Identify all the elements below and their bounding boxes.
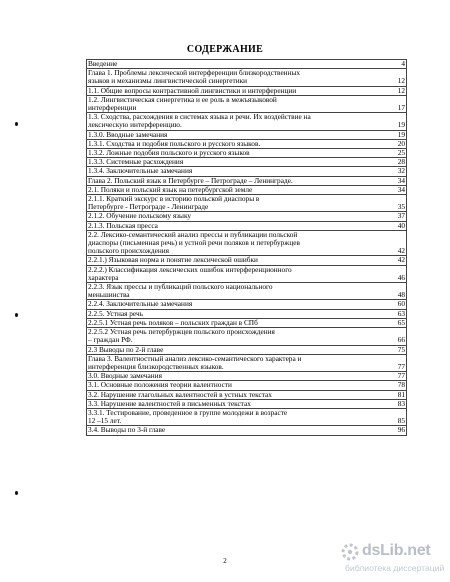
watermark-site-name: dsLib.net — [362, 542, 431, 559]
toc-page-number: 78 — [397, 381, 405, 390]
toc-entry-text: 3.4. Выводы по 3-й главе — [88, 426, 166, 435]
margin-mark-bottom — [15, 491, 18, 495]
dslib-watermark — [340, 542, 448, 580]
page-title: СОДЕРЖАНИЕ — [186, 44, 264, 55]
toc-entry — [87, 355, 406, 372]
toc-entry-text: 2.2.4. Заключительные замечания — [88, 300, 193, 309]
toc-entry-text: Глава 2. Польский язык в Петербурге – Петрограде – Ленинграде. — [88, 176, 293, 185]
toc-page-number: 75 — [397, 345, 405, 354]
page-number: 2 — [223, 557, 227, 565]
toc-entry — [87, 222, 406, 231]
toc-page-number: 48 — [397, 290, 405, 300]
toc-page-number: 60 — [397, 300, 405, 309]
toc-entry-text: 2.1. Поляки и польский язык на петербургской земле — [88, 185, 253, 194]
toc-entry-text: 12 –15 лет. — [88, 417, 122, 426]
toc-page-number: 19 — [397, 120, 405, 130]
toc-entry-text: 2.2.5.2 Устная речь петербуржцев польского происхождения — [88, 328, 275, 337]
toc-entry — [87, 346, 406, 355]
toc-page-number: 96 — [397, 426, 405, 435]
toc-entry-text: 1.2. Лингвистическая синергетика и ее роль в межъязыковой — [88, 95, 277, 104]
toc-entry-text: Введение — [88, 60, 118, 68]
toc-page-number: 63 — [397, 309, 405, 318]
toc-page-number: 77 — [397, 372, 405, 381]
toc-entry-text: меньшинства — [88, 291, 130, 300]
toc-page-number: 28 — [397, 158, 405, 167]
toc-entry — [87, 140, 406, 149]
toc-entry-text: – граждан РФ. — [88, 336, 133, 345]
toc-entry — [87, 381, 406, 390]
toc-entry-text: лексическую интерференцию. — [88, 121, 182, 130]
toc-entry-text: 3.0. Вводные замечания — [88, 372, 162, 381]
toc-entry — [87, 96, 406, 113]
toc-entry-text: диаспоры (письменная речь) и устной речи поляков и петербуржцев — [88, 239, 300, 248]
toc-page-number: 17 — [397, 103, 405, 113]
toc-entry-text: 2.2.5.1 Устная речь поляков – польских граждан в СПб — [88, 318, 258, 327]
toc-entry — [87, 409, 406, 426]
toc-page-number: 34 — [397, 176, 405, 185]
toc-page-number: 42 — [397, 246, 405, 256]
toc-entry — [87, 186, 406, 195]
toc-entry — [87, 59, 406, 69]
toc-entry-text: 3.1. Основные положения теории валентности — [88, 381, 232, 390]
toc-page-number: 4 — [401, 59, 405, 68]
toc-entry — [87, 372, 406, 381]
toc-entry — [87, 149, 406, 158]
watermark-subtitle: библиотека диссертаций — [345, 563, 445, 573]
margin-mark-top — [15, 122, 18, 126]
toc-entry — [87, 266, 406, 283]
toc-page-number: 77 — [397, 361, 405, 371]
toc-entry-text: 1.3.1. Сходства и подобия польского и русского языков. — [88, 139, 261, 148]
toc-rows — [87, 59, 406, 436]
toc-entry — [87, 212, 406, 221]
toc-entry-text: языков и механизмы лингвистической синергетики — [88, 77, 248, 86]
toc-page-number: 46 — [397, 272, 405, 282]
toc-page-number: 37 — [397, 212, 405, 221]
toc-entry — [87, 113, 406, 130]
toc-entry — [87, 158, 406, 167]
toc-entry-text: интерференции — [88, 104, 137, 113]
table-of-contents — [86, 59, 407, 436]
dslib-logo-icon — [340, 542, 360, 562]
toc-page-number: 12 — [397, 86, 405, 95]
margin-mark-middle — [15, 313, 18, 317]
toc-entry — [87, 131, 406, 140]
toc-entry-text: 2.2. Лексико-семантический анализ прессы и публикации польской — [88, 230, 298, 239]
toc-entry-text: 2.1.1. Краткий экскурс в историю польской диаспоры в — [88, 195, 260, 204]
toc-entry-text: 2.2.3. Язык прессы и публикаций польского национального — [88, 283, 273, 292]
toc-entry — [87, 310, 406, 319]
toc-entry — [87, 177, 406, 186]
toc-entry-text: интерференция близкородственных языков. — [88, 362, 224, 371]
toc-page-number: 66 — [397, 335, 405, 345]
toc-entry-text: 3.3. Нарушение валентностей в письменных текстах — [88, 399, 251, 408]
toc-entry-text: 1.3.2. Ложные подобия польского и русского языков — [88, 149, 250, 158]
toc-entry-text: 2.2.2.) Классификация лексических ошибок интерференционного — [88, 265, 292, 274]
toc-page-number: 42 — [397, 256, 405, 265]
toc-page-number: 19 — [397, 130, 405, 139]
toc-entry — [87, 300, 406, 309]
toc-entry — [87, 167, 406, 176]
toc-entry-text: 1.3. Сходства, расхождения в системах языка и речи. Их воздействие на — [88, 113, 311, 122]
toc-entry — [87, 328, 406, 345]
toc-page-number: 34 — [397, 185, 405, 194]
toc-entry — [87, 69, 406, 86]
toc-entry — [87, 283, 406, 300]
toc-entry-text: Петербурге - Петрограде - Ленинграде — [88, 203, 209, 212]
toc-page-number: 32 — [397, 167, 405, 176]
toc-page-number: 83 — [397, 399, 405, 408]
toc-entry-text: 1.3.4. Заключительные замечания — [88, 167, 193, 176]
toc-entry-text: 2.2.5. Устная речь — [88, 309, 143, 318]
toc-page-number: 20 — [397, 139, 405, 148]
toc-page-number: 35 — [397, 202, 405, 212]
toc-entry — [87, 319, 406, 328]
toc-entry-text: Глава 3. Валентностный анализ лексико-семантического характера и — [88, 354, 302, 363]
toc-page-number: 81 — [397, 390, 405, 399]
toc-page-number: 85 — [397, 416, 405, 426]
toc-entry-text: 2.1.3. Польская пресса — [88, 221, 158, 230]
toc-entry-text: 1.3.3. Системные расхождения — [88, 158, 184, 167]
toc-entry — [87, 391, 406, 400]
toc-entry — [87, 400, 406, 409]
toc-entry-text: 2.3 Выводы по 2-й главе — [88, 345, 164, 354]
toc-entry-text: характера — [88, 273, 119, 282]
toc-entry — [87, 231, 406, 257]
toc-entry — [87, 195, 406, 212]
toc-page-number: 12 — [397, 76, 405, 86]
toc-entry-text: Глава 1. Проблемы лексической интерференции близкородственных — [88, 69, 301, 78]
toc-entry-text: 2.1.2. Обучение польскому языку — [88, 212, 192, 221]
toc-entry — [87, 256, 406, 265]
toc-entry-text: польского происхождения — [88, 247, 170, 256]
toc-page-number: 65 — [397, 318, 405, 327]
toc-entry-text: 1.3.0. Вводные замечания — [88, 130, 168, 139]
toc-page-number: 40 — [397, 221, 405, 230]
toc-entry — [87, 87, 406, 96]
toc-entry-text: 1.1. Общие вопросы контрастивной лингвистики и интерференции — [88, 86, 297, 95]
toc-entry-text: 2.2.1.) Языковая норма и понятие лексической ошибки — [88, 256, 258, 265]
toc-entry-text: 3.3.1. Тестирование, проведенное в группе молодежи в возрасте — [88, 408, 288, 417]
toc-entry — [87, 426, 406, 435]
toc-entry-text: 3.2. Нарушение глагольных валентностей в устных текстах — [88, 390, 272, 399]
toc-page-number: 25 — [397, 149, 405, 158]
